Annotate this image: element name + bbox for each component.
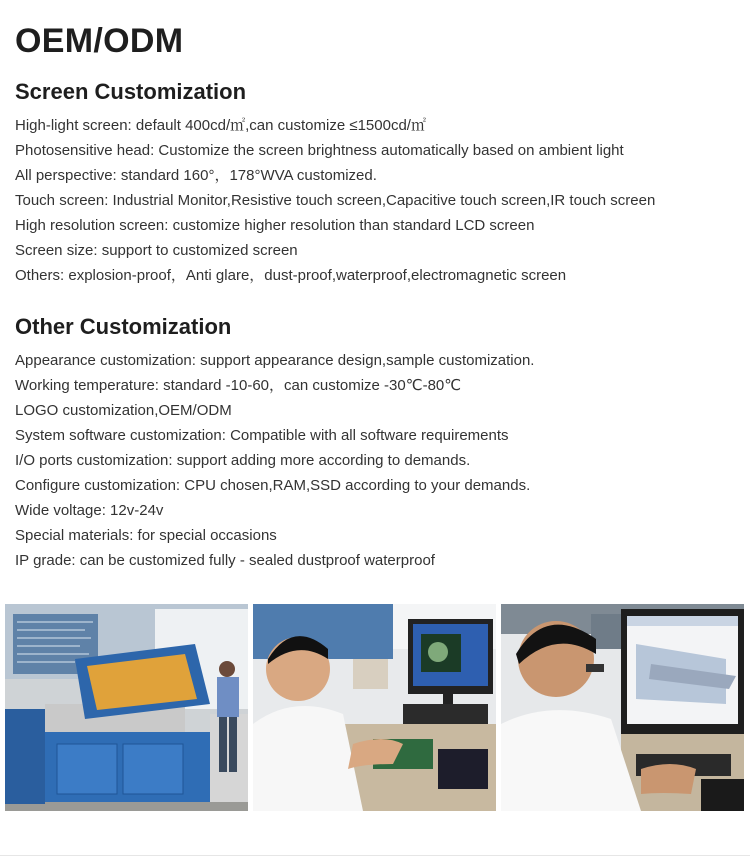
screen-customization-heading: Screen Customization xyxy=(15,79,247,104)
list-item: Screen size: support to customized screen xyxy=(15,242,298,259)
list-item: IP grade: can be customized fully - sealed dustproof waterproof xyxy=(15,552,435,569)
list-item: System software customization: Compatible with all software requirements xyxy=(15,427,509,444)
divider xyxy=(0,855,750,856)
other-customization-heading: Other Customization xyxy=(15,314,232,339)
list-item: Appearance customization: support appearance design,sample customization. xyxy=(15,352,535,369)
list-item: Wide voltage: 12v-24v xyxy=(15,502,164,519)
laser-machine-photo xyxy=(5,604,248,811)
list-item: Photosensitive head: Customize the screen brightness automatically based on ambient light xyxy=(15,142,624,159)
page-title: OEM/ODM xyxy=(15,22,184,60)
list-item: All perspective: standard 160°，178°WVA customized. xyxy=(15,167,377,184)
list-item: I/O ports customization: support adding more according to demands. xyxy=(15,452,471,469)
list-item: Touch screen: Industrial Monitor,Resistive touch screen,Capacitive touch screen,IR touch screen xyxy=(15,192,656,209)
list-item: Configure customization: CPU chosen,RAM,SSD according to your demands. xyxy=(15,477,531,494)
engineer-motherboard-photo xyxy=(253,604,496,811)
list-item: High resolution screen: customize higher resolution than standard LCD screen xyxy=(15,217,535,234)
list-item: Working temperature: standard -10-60，can customize -30℃-80℃ xyxy=(15,377,462,394)
list-item: Special materials: for special occasions xyxy=(15,527,277,544)
list-item: Others: explosion-proof，Anti glare，dust-proof,waterproof,electromagnetic screen xyxy=(15,267,567,284)
screen-customization-list xyxy=(15,113,655,288)
engineer-cad-photo xyxy=(501,604,744,811)
list-item: High-light screen: default 400cd/㎡,can customize ≤1500cd/㎡ xyxy=(15,117,426,134)
other-customization-list xyxy=(15,348,534,573)
list-item: LOGO customization,OEM/ODM xyxy=(15,402,232,419)
